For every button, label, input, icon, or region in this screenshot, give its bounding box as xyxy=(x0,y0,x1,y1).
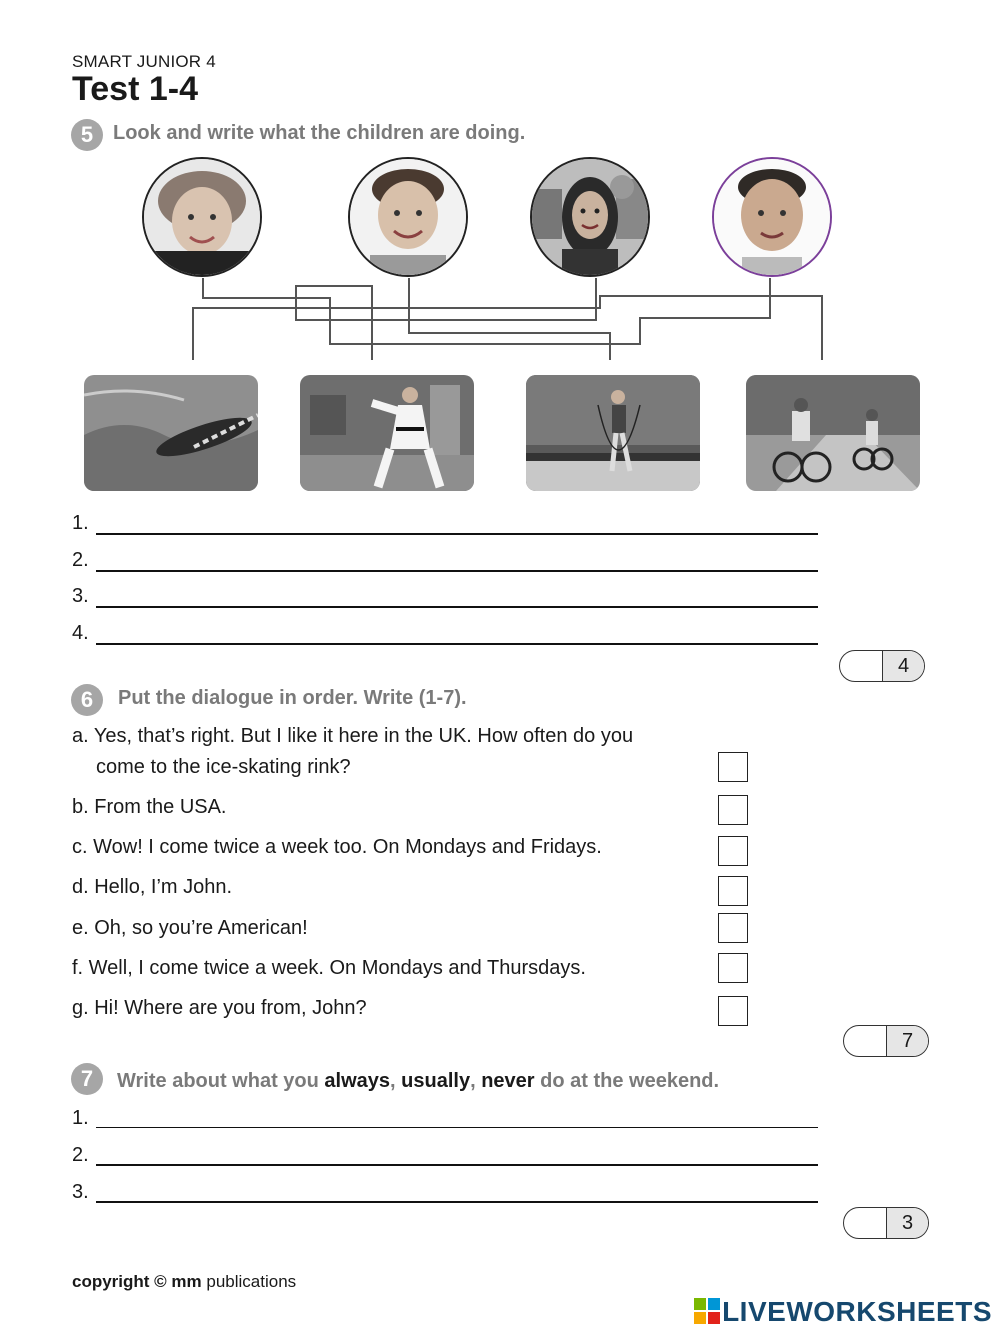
dialogue-item-e: e. Oh, so you’re American! xyxy=(72,917,308,939)
liveworksheets-brand[interactable] xyxy=(694,1296,992,1328)
dialogue-item-a xyxy=(72,721,633,783)
ex6-score-box[interactable] xyxy=(843,1025,929,1057)
order-input-c[interactable] xyxy=(718,836,748,866)
dialogue-text: a. Yes, that’s right. But I like it here in the UK. How often do you xyxy=(72,725,634,747)
series-label: SMART JUNIOR 4 xyxy=(72,52,216,71)
ex5-line-2[interactable] xyxy=(72,549,89,572)
cycling-photo-icon xyxy=(746,375,920,491)
ex5-line-4[interactable] xyxy=(72,622,89,645)
dialogue-item-d: d. Hello, I’m John. xyxy=(72,876,233,898)
score-input[interactable] xyxy=(840,651,882,681)
score-max: 4 xyxy=(882,651,924,681)
dialogue-item-g: g. Hi! Where are you from, John? xyxy=(72,997,367,1019)
score-max: 7 xyxy=(886,1026,928,1056)
order-input-a[interactable] xyxy=(718,752,748,782)
copyright-rest: publications xyxy=(201,1272,297,1291)
copyright xyxy=(72,1272,296,1292)
brand-text: LIVEWORKSHEETS xyxy=(722,1296,992,1327)
keyword-usually: usually xyxy=(401,1070,471,1092)
exercise-5-number: 5 xyxy=(71,119,103,151)
activity-photo-2 xyxy=(300,375,474,491)
answer-line[interactable] xyxy=(96,1201,818,1203)
answer-line[interactable] xyxy=(96,643,818,645)
copyright-bold: copyright © mm xyxy=(72,1272,202,1291)
ex5-line-1[interactable] xyxy=(72,512,89,535)
ex7-line-3[interactable] xyxy=(72,1181,89,1204)
dialogue-item-c: c. Wow! I come twice a week too. On Mondays and Fridays. xyxy=(72,836,602,858)
answer-line[interactable] xyxy=(96,1164,818,1166)
instruction-part: Write about what you xyxy=(117,1070,325,1092)
dialogue-text-cont: come to the ice-skating rink? xyxy=(96,756,351,778)
instruction-part: , xyxy=(470,1070,482,1092)
answer-line[interactable] xyxy=(96,606,818,608)
ex7-line-1[interactable] xyxy=(72,1107,89,1130)
ex5-line-number: 2. xyxy=(72,549,89,571)
activity-photo-1 xyxy=(84,375,258,491)
ex7-line-number: 1. xyxy=(72,1107,89,1129)
swimming-photo-icon xyxy=(84,375,258,491)
karate-photo-icon xyxy=(300,375,474,491)
exercise-6-instruction: Put the dialogue in order. Write (1-7). xyxy=(118,687,467,709)
score-max: 3 xyxy=(886,1208,928,1238)
ex5-line-number: 1. xyxy=(72,512,89,534)
ex5-score-box[interactable] xyxy=(839,650,925,682)
dialogue-item-f: f. Well, I come twice a week. On Mondays and Thursdays. xyxy=(72,957,586,979)
exercise-7-number: 7 xyxy=(71,1063,103,1095)
instruction-part: do at the weekend. xyxy=(534,1070,720,1092)
order-input-e[interactable] xyxy=(718,913,748,943)
page-title: Test 1-4 xyxy=(72,70,198,108)
ex5-line-3[interactable] xyxy=(72,585,89,608)
keyword-never: never xyxy=(481,1070,535,1092)
ex7-line-2[interactable] xyxy=(72,1144,89,1167)
order-input-g[interactable] xyxy=(718,996,748,1026)
ex7-line-number: 2. xyxy=(72,1144,89,1166)
ex5-line-number: 3. xyxy=(72,585,89,607)
skipping-photo-icon xyxy=(526,375,700,491)
activity-photo-3 xyxy=(526,375,700,491)
keyword-always: always xyxy=(324,1070,391,1092)
exercise-6-number: 6 xyxy=(71,684,103,716)
answer-line[interactable] xyxy=(96,570,818,572)
score-input[interactable] xyxy=(844,1208,886,1238)
answer-line[interactable] xyxy=(96,533,818,535)
ex5-line-number: 4. xyxy=(72,622,89,644)
ex7-score-box[interactable] xyxy=(843,1207,929,1239)
instruction-part: , xyxy=(390,1070,402,1092)
order-input-b[interactable] xyxy=(718,795,748,825)
score-input[interactable] xyxy=(844,1026,886,1056)
order-input-d[interactable] xyxy=(718,876,748,906)
exercise-7-instruction xyxy=(117,1070,719,1093)
exercise-5-instruction: Look and write what the children are doing. xyxy=(113,122,526,144)
liveworksheets-logo-icon xyxy=(694,1298,720,1324)
activity-photo-4 xyxy=(746,375,920,491)
ex7-line-number: 3. xyxy=(72,1181,89,1203)
answer-line[interactable] xyxy=(96,1127,818,1128)
order-input-f[interactable] xyxy=(718,953,748,983)
dialogue-item-b: b. From the USA. xyxy=(72,796,227,818)
tangled-lines xyxy=(0,0,1000,380)
